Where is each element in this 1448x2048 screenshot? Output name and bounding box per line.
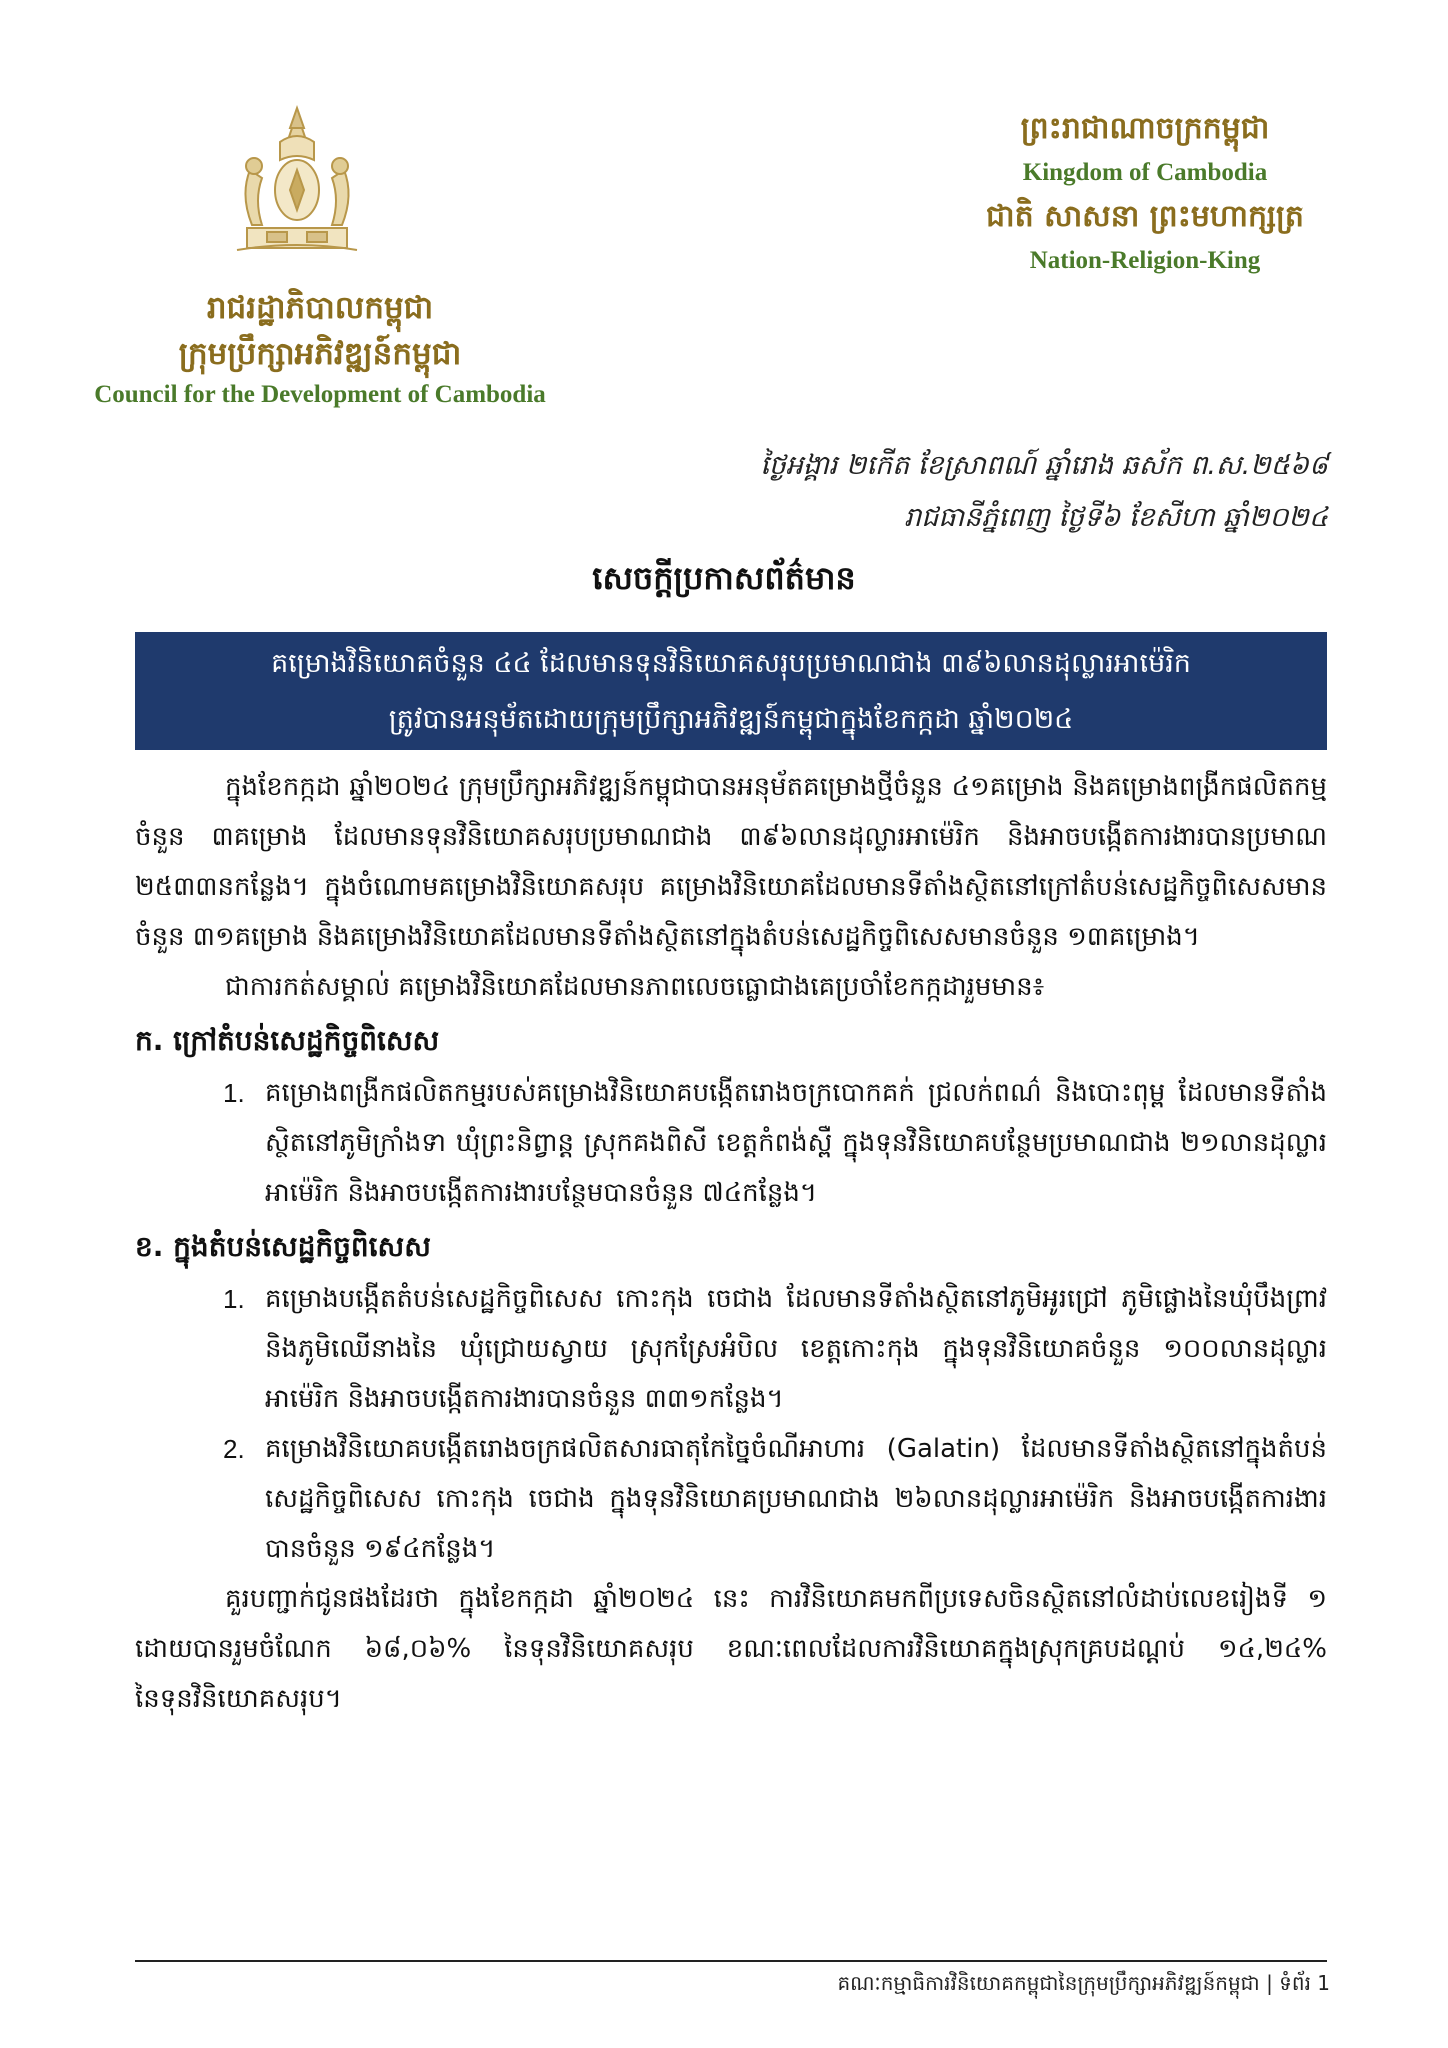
list-item-text: គម្រោងបង្កើតតំបន់សេដ្ឋកិច្ចពិសេស កោះកុង ចេជាង ដែលមានទីតាំងស្ថិតនៅភូមិអូរជ្រៅ ភូមិផ្លោងនៃឃុំបឹងព្រាវ និងភូមិឈើនាងនៃ ឃុំជ្រោយស្វាយ ស្រុកស្រែអំបិល ខេត្តកោះកុង ក្នុងទុនវិនិយោគចំនួន ១០០លានដុល្លារអាម៉េរិក និងអាចបង្កើតការងារបានចំនួន ៣៣១កន្លែង។ bbox=[265, 1284, 1327, 1414]
date-block bbox=[628, 440, 1328, 544]
list-item bbox=[135, 1274, 1327, 1424]
list-item-number: 1. bbox=[223, 1284, 245, 1314]
list-item-text: គម្រោងពង្រីកផលិតកម្មរបស់គម្រោងវិនិយោគបង្កើតរោងចក្របោកគក់ ជ្រលក់ពណ៌ និងបោះពុម្ព ដែលមានទីតាំងស្ថិតនៅភូមិក្រាំងទា ឃុំព្រះនិព្វាន្ត ស្រុកគងពិសី ខេត្តកំពង់ស្ពឺ ក្នុងទុនវិនិយោគបន្ថែមប្រមាណជាង ២១លានដុល្លារអាម៉េរិក និងអាចបង្កើតការងារបន្ថែមបានចំនួន ៧៤កន្លែង។ bbox=[265, 1078, 1327, 1208]
date-lunar: ថ្ងៃអង្គារ ២កើត ខែស្រាពណ៍ ឆ្នាំរោង ឆស័ក ព.ស.២៥៦៨ bbox=[760, 450, 1328, 481]
list-item-number: 2. bbox=[223, 1434, 245, 1464]
press-release-body bbox=[135, 762, 1327, 1724]
page-title: សេចក្តីប្រកាសព័ត៌មាន bbox=[592, 559, 856, 597]
paragraph-highlights-intro: ជាការកត់សម្គាល់ គម្រោងវិនិយោគដែលមានភាពលេចធ្លោជាងគេប្រចាំខែកក្កដារួមមាន៖ bbox=[225, 972, 1045, 1002]
section-heading-inside-sez: ខ. ក្នុងតំបន់សេដ្ឋកិច្ចពិសេស bbox=[135, 1230, 431, 1263]
footer-divider bbox=[135, 1960, 1327, 1962]
paragraph-summary: ក្នុងខែកក្កដា ឆ្នាំ២០២៤ ក្រុមប្រឹក្សាអភិវឌ្ឍន៍កម្ពុជាបានអនុម័តគម្រោងថ្មីចំនួន ៤១គម្រោង និងគម្រោងពង្រីកផលិតកម្មចំនួន ៣គម្រោង ដែលមានទុនវិនិយោគសរុបប្រមាណជាង ៣៩៦លានដុល្លារអាម៉េរិក និងអាចបង្កើតការងារបានប្រមាណ ២៥៣៣នកន្លែង។ ក្នុងចំណោមគម្រោងវិនិយោគសរុប គម្រោងវិនិយោគដែលមានទីតាំងស្ថិតនៅក្រៅតំបន់សេដ្ឋកិច្ចពិសេសមានចំនួន ៣១គម្រោង និងគម្រោងវិនិយោគដែលមានទីតាំងស្ថិតនៅក្នុងតំបន់សេដ្ឋកិច្ចពិសេសមានចំនួន ១៣គម្រោង។ bbox=[135, 772, 1327, 952]
page-number: ទំព័រ 1 bbox=[1279, 1971, 1330, 1995]
headline-banner bbox=[135, 632, 1327, 750]
motto-kh: ជាតិ សាសនា ព្រះមហាក្សត្រ bbox=[986, 199, 1304, 234]
kingdom-header bbox=[960, 105, 1330, 281]
list-item-number: 1. bbox=[223, 1078, 245, 1108]
org-government-kh: រាជរដ្ឋាភិបាលកម្ពុជា bbox=[206, 290, 434, 326]
footer-text: គណៈកម្មាធិការវិនិយោគកម្ពុជានៃក្រុមប្រឹក្សាអភិវឌ្ឍន៍កម្ពុជា bbox=[837, 1971, 1260, 1995]
page-footer bbox=[837, 1970, 1330, 2000]
org-council-kh: ក្រុមប្រឹក្សាអភិវឌ្ឍន៍កម្ពុជា bbox=[178, 336, 462, 372]
headline-line-1: គម្រោងវិនិយោគចំនួន ៤៤ ដែលមានទុនវិនិយោគសរុបប្រមាណជាង ៣៩៦លានដុល្លារអាម៉េរិក bbox=[271, 648, 1191, 679]
date-solar: រាជធានីភ្នំពេញ ថ្ងៃទី៦ ខែសីហា ឆ្នាំ២០២៤ bbox=[904, 502, 1328, 533]
footer-separator: | bbox=[1266, 1971, 1280, 1995]
kingdom-kh: ព្រះរាជាណាចក្រកម្ពុជា bbox=[1020, 111, 1270, 146]
motto-en: Nation-Religion-King bbox=[1029, 247, 1261, 274]
royal-emblem-icon bbox=[222, 100, 372, 260]
organization-header bbox=[60, 285, 580, 413]
headline-line-2: ត្រូវបានអនុម័តដោយក្រុមប្រឹក្សាអភិវឌ្ឍន៍កម្ពុជាក្នុងខែកក្កដា ឆ្នាំ២០២៤ bbox=[388, 704, 1074, 735]
org-council-en: Council for the Development of Cambodia bbox=[94, 381, 546, 408]
section-heading-outside-sez: ក. ក្រៅតំបន់សេដ្ឋកិច្ចពិសេស bbox=[135, 1024, 440, 1057]
paragraph-investment-share: គួរបញ្ជាក់ជូនផងដែរថា ក្នុងខែកក្កដា ឆ្នាំ២០២៤ នេះ ការវិនិយោគមកពីប្រទេសចិនស្ថិតនៅលំដាប់លេខរៀងទី ១ ដោយបានរួមចំណែក ៦៨,០៦% នៃទុនវិនិយោគសរុប ខណៈពេលដែលការវិនិយោគក្នុងស្រុកគ្របដណ្តប់ ១៤,២៤% នៃទុនវិនិយោគសរុប។ bbox=[135, 1584, 1327, 1714]
kingdom-en: Kingdom of Cambodia bbox=[1022, 159, 1268, 186]
list-item bbox=[135, 1068, 1327, 1218]
list-item bbox=[135, 1424, 1327, 1574]
list-item-text: គម្រោងវិនិយោគបង្កើតរោងចក្រផលិតសារធាតុកែច្នៃចំណីអាហារ (Galatin) ដែលមានទីតាំងស្ថិតនៅក្នុងតំបន់សេដ្ឋកិច្ចពិសេស កោះកុង ចេជាង ក្នុងទុនវិនិយោគប្រមាណជាង ២៦លានដុល្លារអាម៉េរិក និងអាចបង្កើតការងារបានចំនួន ១៩៤កន្លែង។ bbox=[265, 1434, 1327, 1564]
